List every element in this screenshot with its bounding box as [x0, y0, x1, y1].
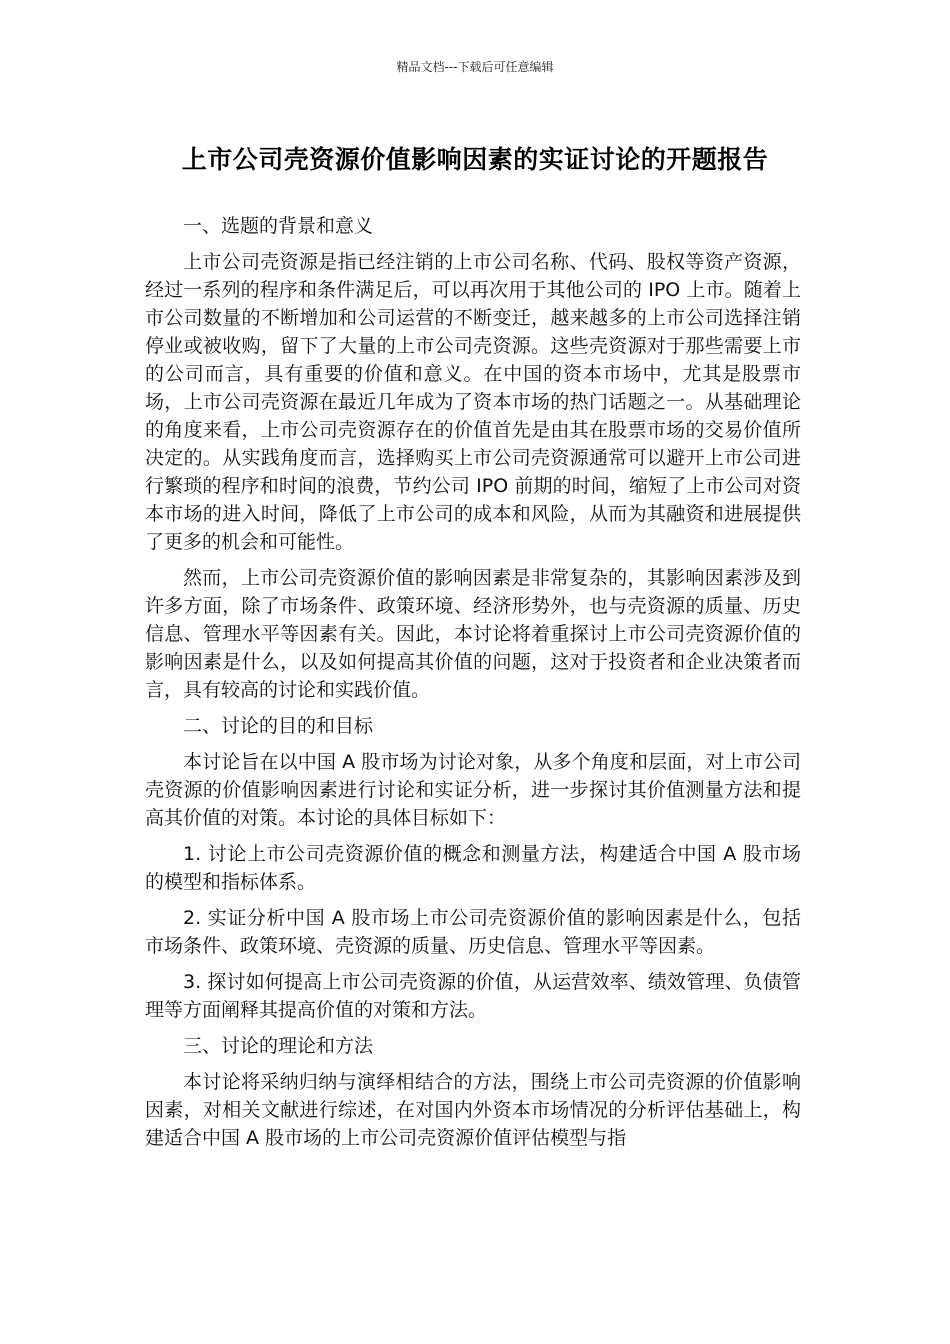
section-heading-2: 二、讨论的目的和目标 [183, 715, 374, 737]
document-title: 上市公司壳资源价值影响因素的实证讨论的开题报告 [181, 145, 769, 174]
paragraph: 本讨论将采纳归纳与演绎相结合的方法，围绕上市公司壳资源的价值影响因素，对相关文献进行综述，在对国内外资本市场情况的分析评估基础上，构建适合中国 A 股市场的上市公司壳资源价值评估模型与指 [145, 1071, 801, 1149]
section-heading-1: 一、选题的背景和意义 [183, 215, 374, 237]
paragraph: 上市公司壳资源是指已经注销的上市公司名称、代码、股权等资产资源，经过一系列的程序和条件满足后，可以再次用于其他公司的 IPO 上市。随着上市公司数量的不断增加和公司运营的不断变迁，越来越多的上市公司选择注销停业或被收购，留下了大量的上市公司壳资源。这些壳资源对于那些需要上市的公司而言，具有重要的价值和意义。在中国的资本市场中，尤其是股票市场，上市公司壳资源在最近几年成为了资本市场的热门话题之一。从基础理论的角度来看，上市公司壳资源存在的价值首先是由其在股票市场的交易价值所决定的。从实践角度而言，选择购买上市公司壳资源通常可以避开上市公司进行繁琐的程序和时间的浪费，节约公司 IPO 前期的时间，缩短了上市公司对资本市场的进入时间，降低了上市公司的成本和风险，从而为其融资和进展提供了更多的机会和可能性。 [145, 251, 801, 553]
paragraph: 然而，上市公司壳资源价值的影响因素是非常复杂的，其影响因素涉及到许多方面，除了市场条件、政策环境、经济形势外，也与壳资源的质量、历史信息、管理水平等因素有关。因此，本讨论将着重探讨上市公司壳资源价值的影响因素是什么，以及如何提高其价值的问题，这对于投资者和企业决策者而言，具有较高的讨论和实践价值。 [145, 567, 801, 701]
paragraph: 本讨论旨在以中国 A 股市场为讨论对象，从多个角度和层面，对上市公司壳资源的价值影响因素进行讨论和实证分析，进一步探讨其价值测量方法和提高其价值的对策。本讨论的具体目标如下： [145, 751, 801, 829]
document-body [145, 212, 801, 1160]
list-item: 2. 实证分析中国 A 股市场上市公司壳资源价值的影响因素是什么，包括市场条件、政策环境、壳资源的质量、历史信息、管理水平等因素。 [145, 907, 801, 957]
header-note: 精品文档---下载后可任意编辑 [396, 60, 554, 74]
section-heading-3: 三、讨论的理论和方法 [183, 1035, 374, 1057]
list-item: 1. 讨论上市公司壳资源价值的概念和测量方法，构建适合中国 A 股市场的模型和指标体系。 [145, 843, 801, 893]
list-item: 3. 探讨如何提高上市公司壳资源的价值，从运营效率、绩效管理、负债管理等方面阐释其提高价值的对策和方法。 [145, 971, 801, 1021]
